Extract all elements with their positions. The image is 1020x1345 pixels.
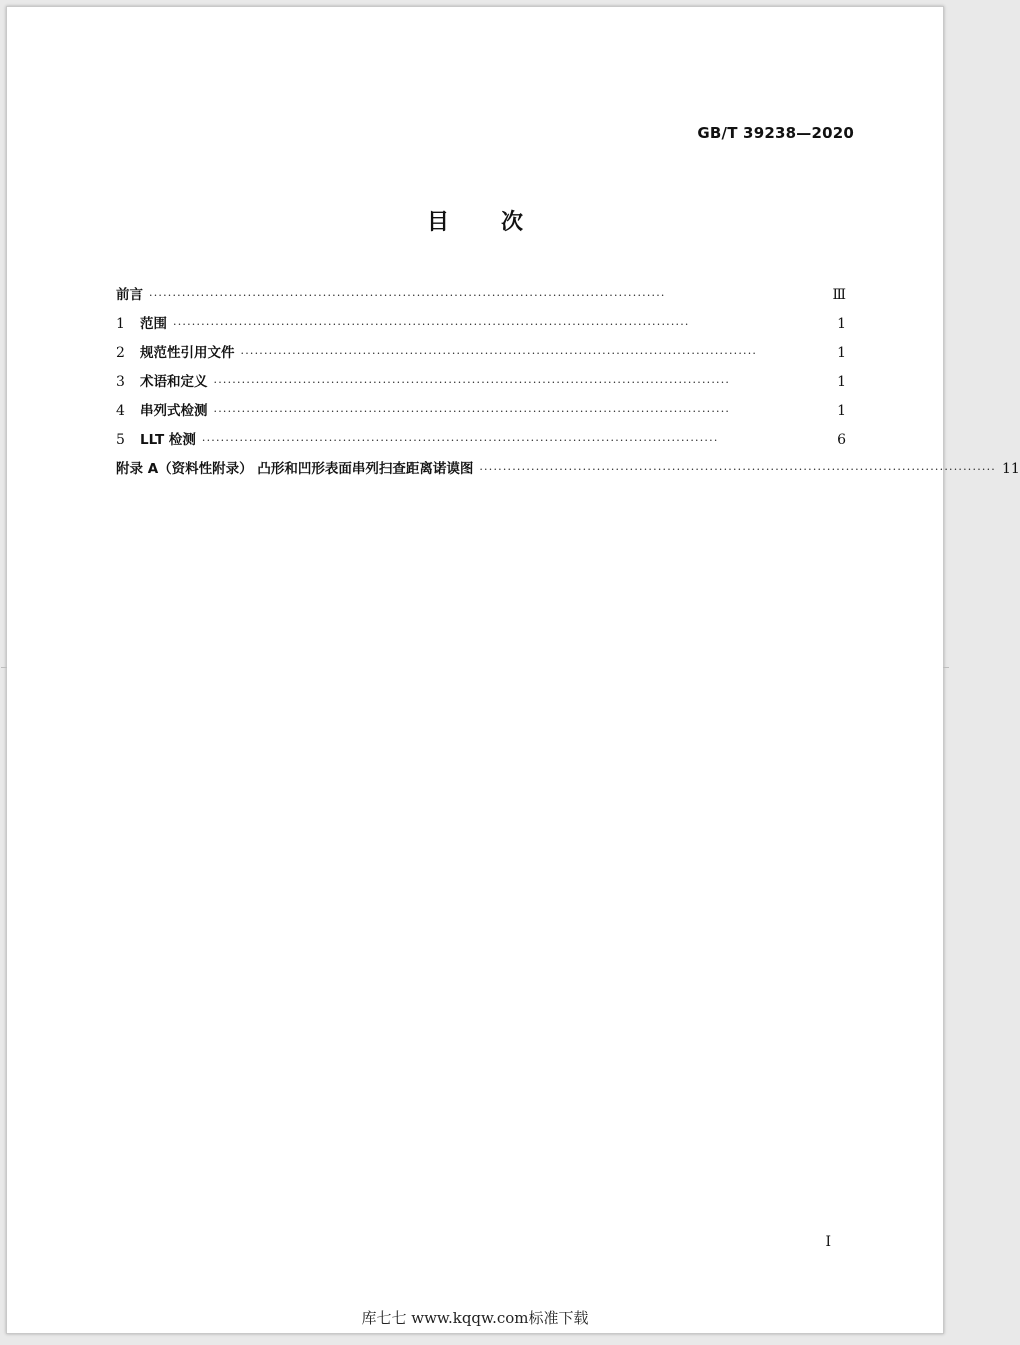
page-edge-mark (943, 667, 949, 668)
page-number: I (825, 1234, 831, 1250)
toc-leader: ·············································································································· (479, 463, 996, 476)
toc-leader: ·············································································································· (213, 405, 731, 418)
toc-label: 前言 (116, 287, 143, 303)
toc-entry[interactable] (116, 312, 846, 341)
toc-entry[interactable] (116, 341, 846, 370)
toc-label: 术语和定义 (140, 374, 208, 390)
toc-page: 1 (837, 403, 846, 419)
toc-number: 1 (116, 316, 125, 332)
toc-leader: ·············································································································· (240, 347, 758, 360)
toc-number: 3 (116, 374, 125, 390)
toc-page: 1 (837, 345, 846, 361)
toc-leader: ·············································································································· (149, 289, 666, 302)
toc-page: Ⅲ (832, 287, 846, 303)
footer-watermark[interactable]: 库七七 www.kqqw.com标准下载 (361, 1309, 589, 1327)
toc-title (0, 205, 950, 236)
toc-page: 6 (837, 432, 846, 448)
toc-leader: ·············································································································· (213, 376, 731, 389)
toc-entry[interactable] (116, 428, 846, 457)
toc-title-char: 目 (426, 210, 449, 235)
toc-page: 1 (837, 374, 846, 390)
toc-leader: ·············································································································· (173, 318, 690, 331)
toc-number: 4 (116, 403, 125, 419)
standard-code: GB/T 39238—2020 (697, 124, 854, 142)
toc-label: LLT 检测 (140, 432, 196, 448)
toc-page: 1 (837, 316, 846, 332)
toc-label: 规范性引用文件 (140, 345, 235, 361)
toc-entry[interactable] (116, 457, 1020, 486)
toc-number: 5 (116, 432, 125, 448)
toc-label: 附录 A（资料性附录） 凸形和凹形表面串列扫查距离诺谟图 (116, 461, 474, 477)
toc-leader: ·············································································································· (201, 434, 719, 447)
toc-entry[interactable] (116, 370, 846, 399)
toc-label: 范围 (140, 316, 167, 332)
page-edge-mark (1, 667, 7, 668)
toc-entry[interactable] (116, 399, 846, 428)
toc-list (116, 283, 1020, 486)
toc-entry[interactable] (116, 283, 846, 312)
toc-number: 2 (116, 345, 125, 361)
toc-label: 串列式检测 (140, 403, 208, 419)
toc-title-char: 次 (501, 210, 524, 235)
toc-page: 11 (1001, 461, 1020, 477)
